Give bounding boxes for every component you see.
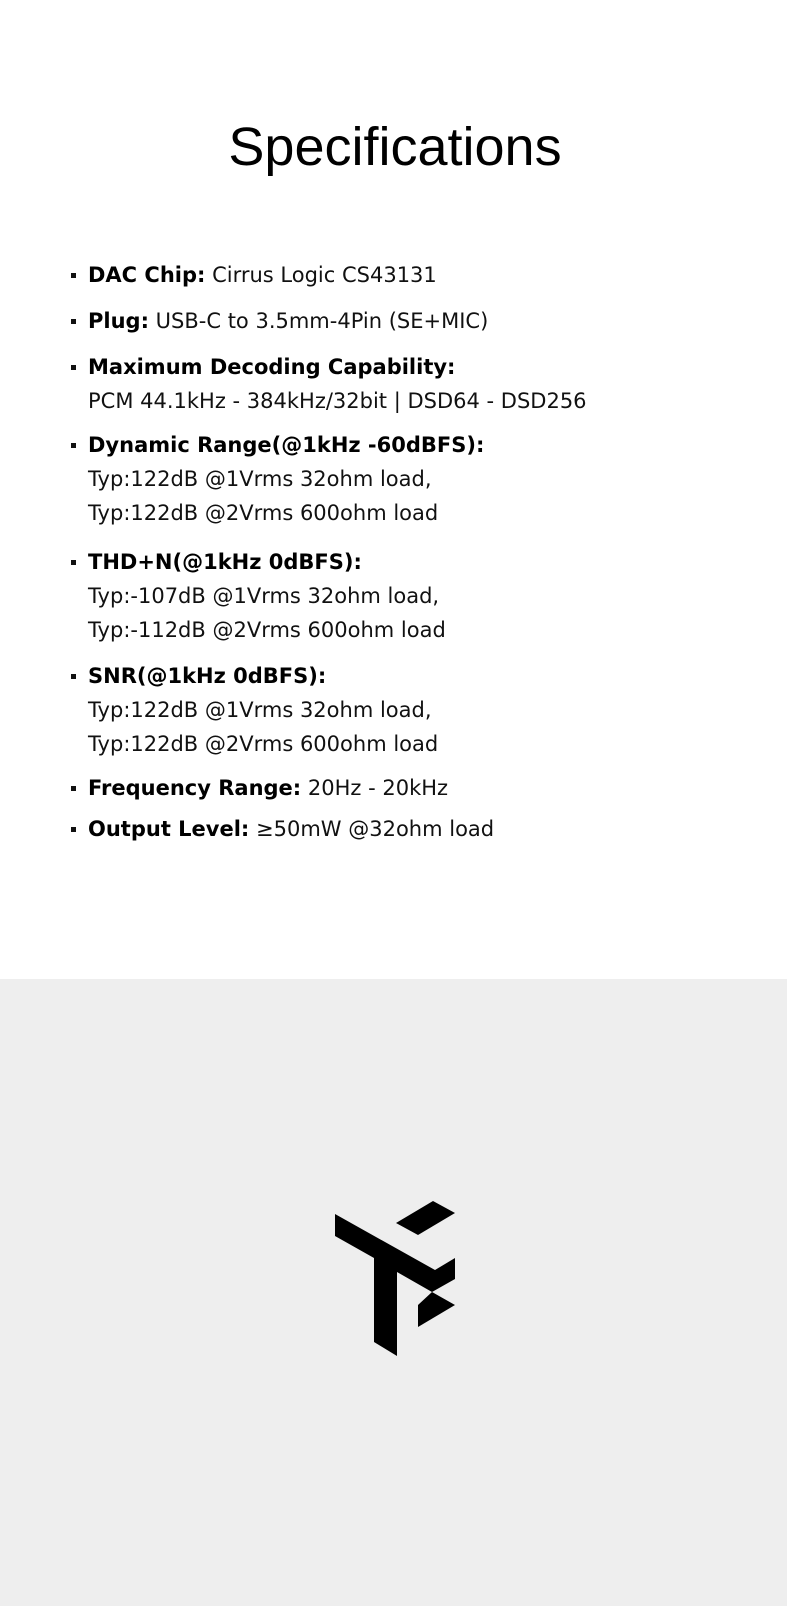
bullet-icon bbox=[71, 827, 76, 832]
spec-item-dac-chip bbox=[88, 258, 437, 292]
bullet-icon bbox=[71, 560, 76, 565]
spec-item-snr bbox=[88, 659, 438, 761]
spec-label: Frequency Range: bbox=[88, 776, 302, 800]
spec-item-dynamic-range bbox=[88, 428, 484, 530]
bullet-icon bbox=[71, 319, 76, 324]
spec-value: Cirrus Logic CS43131 bbox=[212, 263, 437, 287]
spec-item-frequency-range bbox=[88, 771, 448, 805]
spec-value-line: Typ:-112dB @2Vrms 600ohm load bbox=[88, 618, 446, 642]
spec-value-line: Typ:-107dB @1Vrms 32ohm load, bbox=[88, 584, 440, 608]
spec-value: USB-C to 3.5mm-4Pin (SE+MIC) bbox=[155, 309, 489, 333]
brand-logo-icon bbox=[0, 979, 787, 1606]
spec-value-line: Typ:122dB @1Vrms 32ohm load, bbox=[88, 467, 432, 491]
spec-value-line: PCM 44.1kHz - 384kHz/32bit | DSD64 - DSD256 bbox=[88, 389, 587, 413]
spec-value-line: Typ:122dB @2Vrms 600ohm load bbox=[88, 501, 439, 525]
spec-value: ≥50mW @32ohm load bbox=[256, 817, 495, 841]
spec-label: Plug: bbox=[88, 309, 149, 333]
spec-item-thd-n bbox=[88, 545, 446, 647]
spec-item-output-level bbox=[88, 812, 494, 846]
spec-value: 20Hz - 20kHz bbox=[307, 776, 449, 800]
spec-item-plug bbox=[88, 304, 488, 338]
spec-label: Output Level: bbox=[88, 817, 250, 841]
logo-section bbox=[0, 979, 787, 1606]
page-title: Specifications bbox=[228, 117, 562, 177]
spec-label: DAC Chip: bbox=[88, 263, 206, 287]
bullet-icon bbox=[71, 443, 76, 448]
spec-label: SNR(@1kHz 0dBFS): bbox=[88, 664, 327, 688]
spec-item-max-decoding bbox=[88, 350, 587, 418]
spec-value-line: Typ:122dB @2Vrms 600ohm load bbox=[88, 732, 439, 756]
bullet-icon bbox=[71, 674, 76, 679]
spec-label: Maximum Decoding Capability: bbox=[88, 355, 456, 379]
spec-value-line: Typ:122dB @1Vrms 32ohm load, bbox=[88, 698, 432, 722]
bullet-icon bbox=[71, 786, 76, 791]
spec-label: THD+N(@1kHz 0dBFS): bbox=[88, 550, 362, 574]
spec-label: Dynamic Range(@1kHz -60dBFS): bbox=[88, 433, 485, 457]
bullet-icon bbox=[71, 365, 76, 370]
bullet-icon bbox=[71, 273, 76, 278]
